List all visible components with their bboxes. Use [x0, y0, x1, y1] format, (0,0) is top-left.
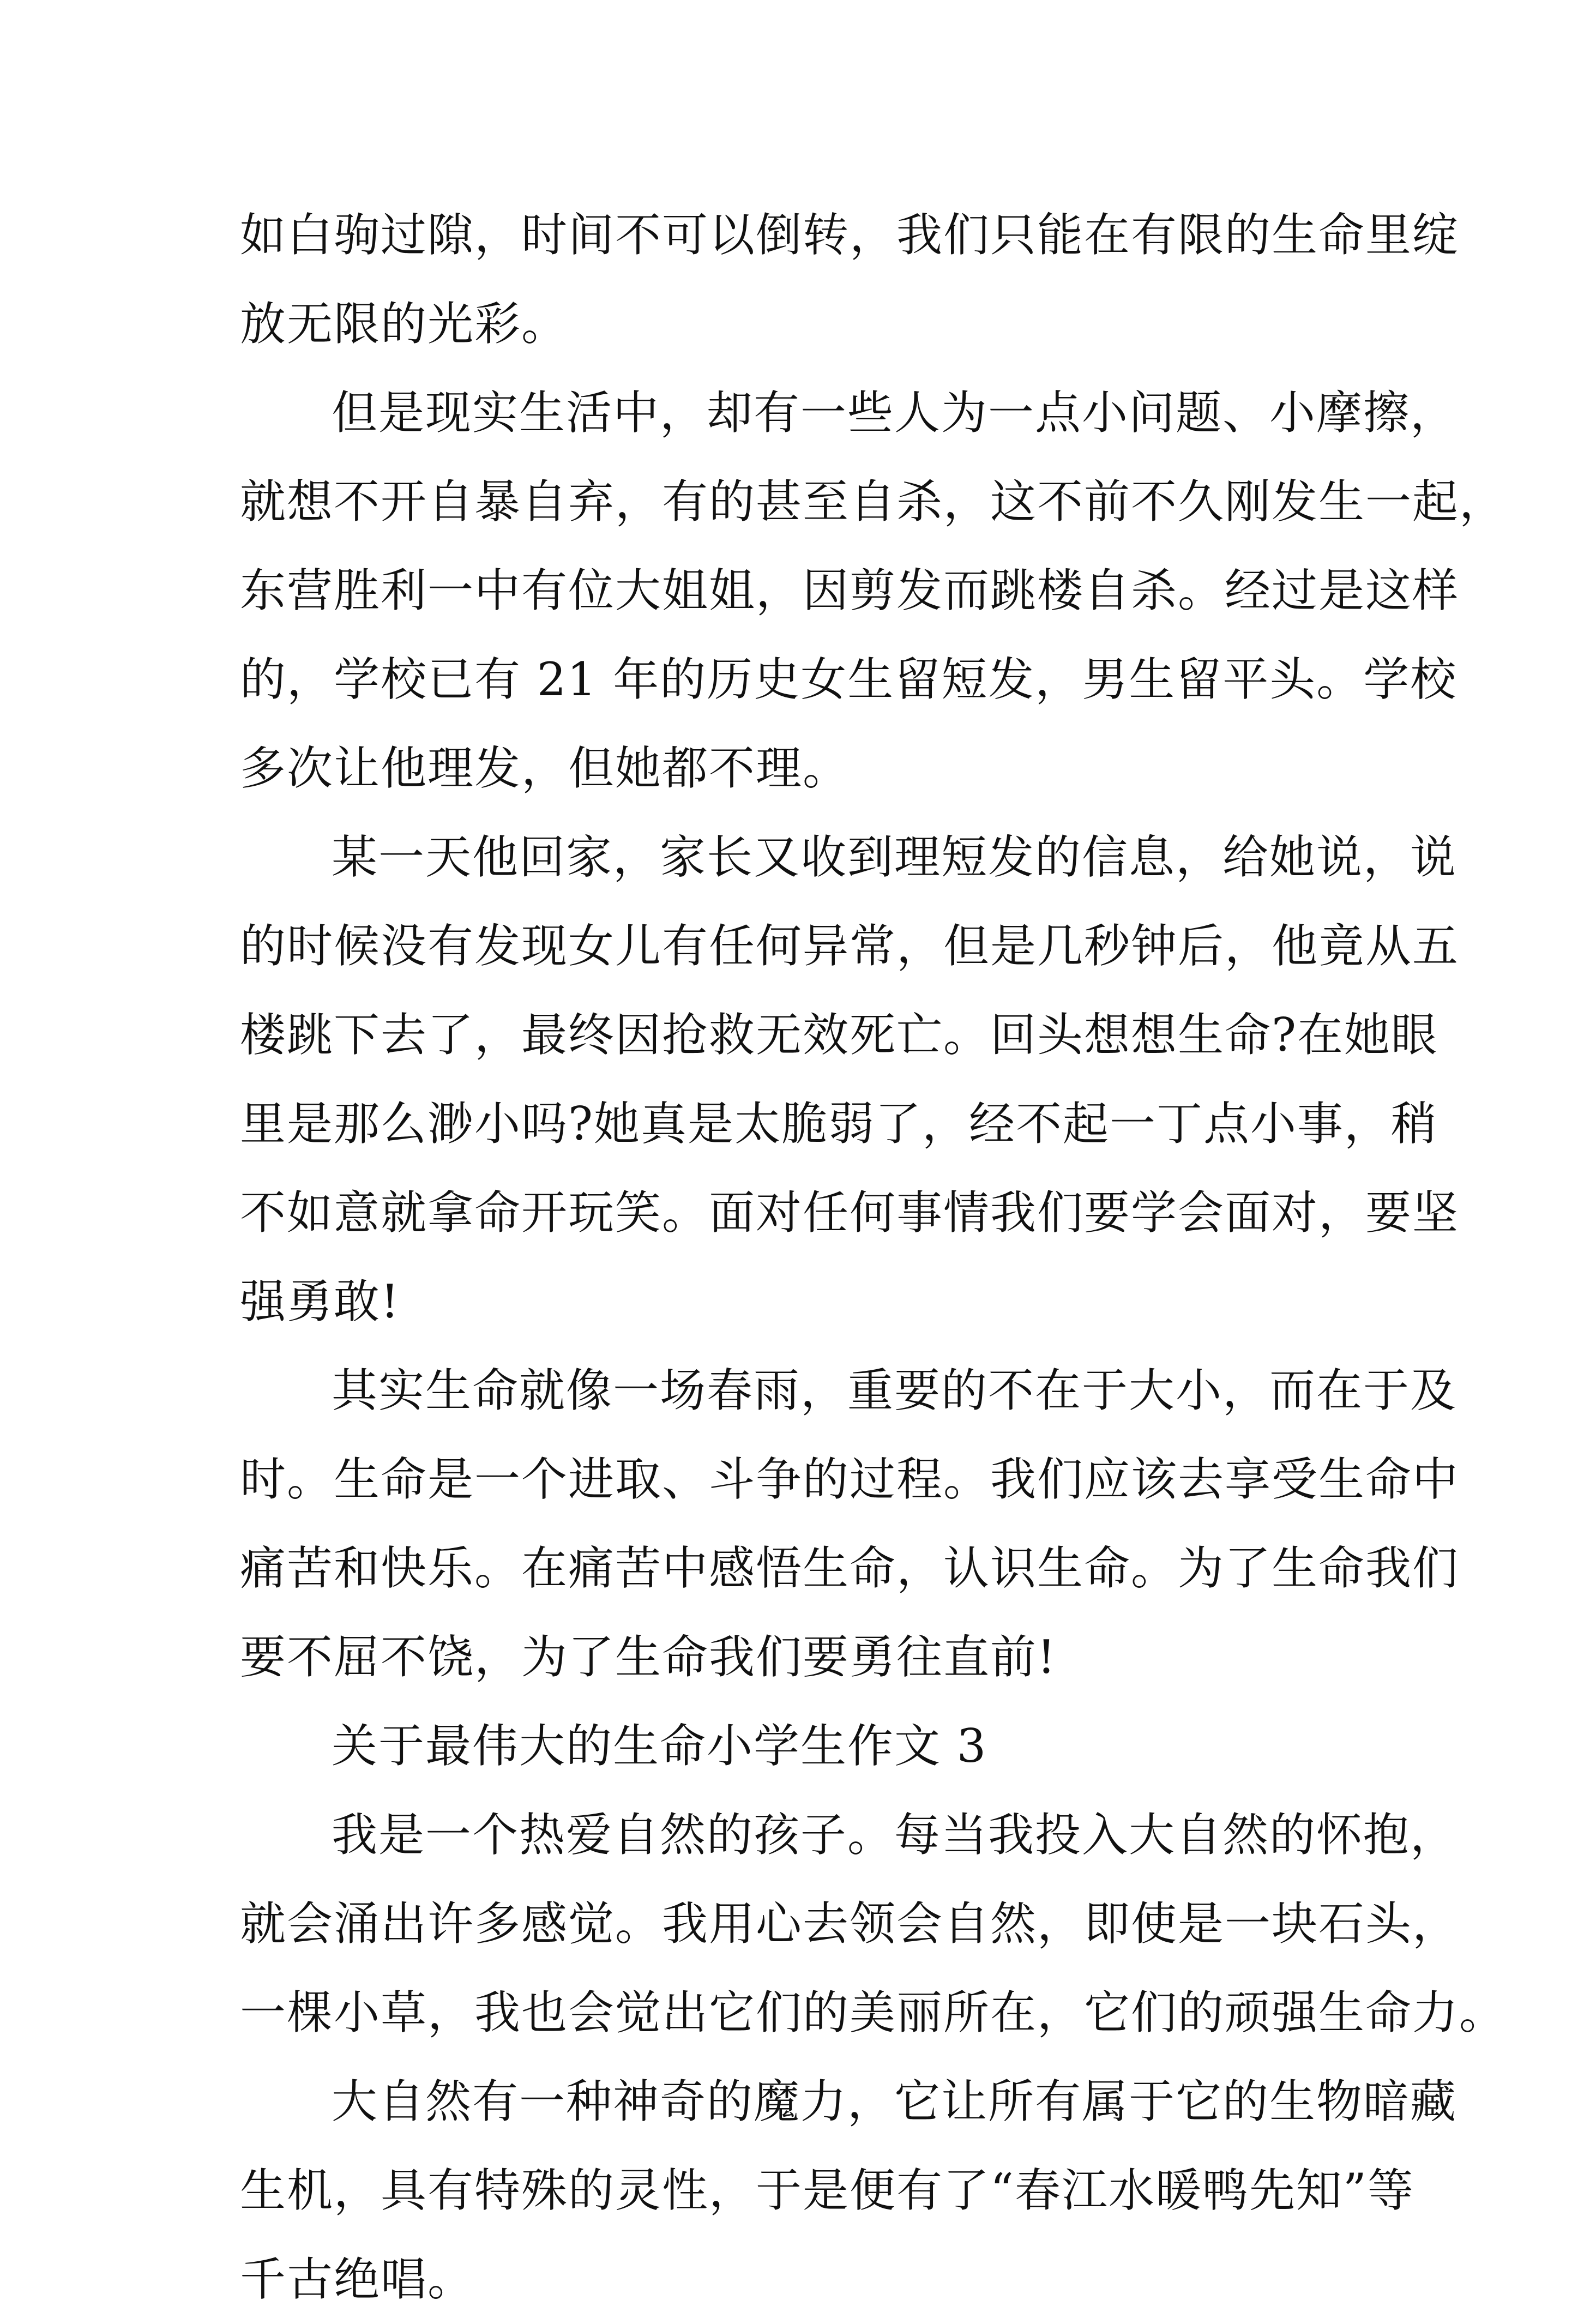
- body-text: [240, 191, 1507, 2324]
- text-line: 一棵小草，我也会觉出它们的美丽所在，它们的顽强生命力。: [240, 1986, 1507, 2039]
- text-line: 要不屈不饶，为了生命我们要勇往直前!: [240, 1630, 1057, 1684]
- text-line: 的，学校已有 21 年的历史女生留短发，男生留平头。学校: [240, 653, 1457, 706]
- text-line: 痛苦和快乐。在痛苦中感悟生命，认识生命。为了生命我们: [240, 1542, 1460, 1595]
- paragraph-start-line: 大自然有一种神奇的魔力，它让所有属于它的生物暗藏: [332, 2075, 1457, 2128]
- text-line: 就想不开自暴自弃，有的甚至自杀，这不前不久刚发生一起，: [240, 475, 1507, 528]
- text-line: 千古绝唱。: [240, 2253, 475, 2306]
- paragraph-start-line: 但是现实生活中，却有一些人为一点小问题、小摩擦，: [332, 386, 1457, 439]
- paragraph-start-line: 我是一个热爱自然的孩子。每当我投入大自然的怀抱，: [332, 1808, 1457, 1862]
- text-line: 时。生命是一个进取、斗争的过程。我们应该去享受生命中: [240, 1453, 1460, 1506]
- text-line: 如白驹过隙，时间不可以倒转，我们只能在有限的生命里绽: [240, 208, 1460, 262]
- text-line: 不如意就拿命开玩笑。面对任何事情我们要学会面对，要坚: [240, 1186, 1460, 1239]
- text-line: 的时候没有发现女儿有任何异常，但是几秒钟后，他竟从五: [240, 919, 1460, 973]
- paragraph-start-line: 其实生命就像一场春雨，重要的不在于大小，而在于及: [332, 1364, 1457, 1417]
- text-line: 强勇敢!: [240, 1275, 400, 1328]
- text-line: 东营胜利一中有位大姐姐，因剪发而跳楼自杀。经过是这样: [240, 564, 1460, 617]
- section-heading: 关于最伟大的生命小学生作文 3: [332, 1719, 987, 1773]
- paragraph-start-line: 某一天他回家，家长又收到理短发的信息，给她说，说: [332, 830, 1457, 884]
- text-line: 多次让他理发，但她都不理。: [240, 742, 850, 795]
- text-line: 生机，具有特殊的灵性，于是便有了“春江水暖鸭先知”等: [240, 2164, 1414, 2217]
- text-line: 放无限的光彩。: [240, 297, 569, 351]
- text-line: 就会涌出许多感觉。我用心去领会自然，即使是一块石头，: [240, 1897, 1460, 1950]
- text-line: 楼跳下去了，最终因抢救无效死亡。回头想想生命?在她眼: [240, 1008, 1438, 1062]
- text-line: 里是那么渺小吗?她真是太脆弱了，经不起一丁点小事，稍: [240, 1097, 1438, 1151]
